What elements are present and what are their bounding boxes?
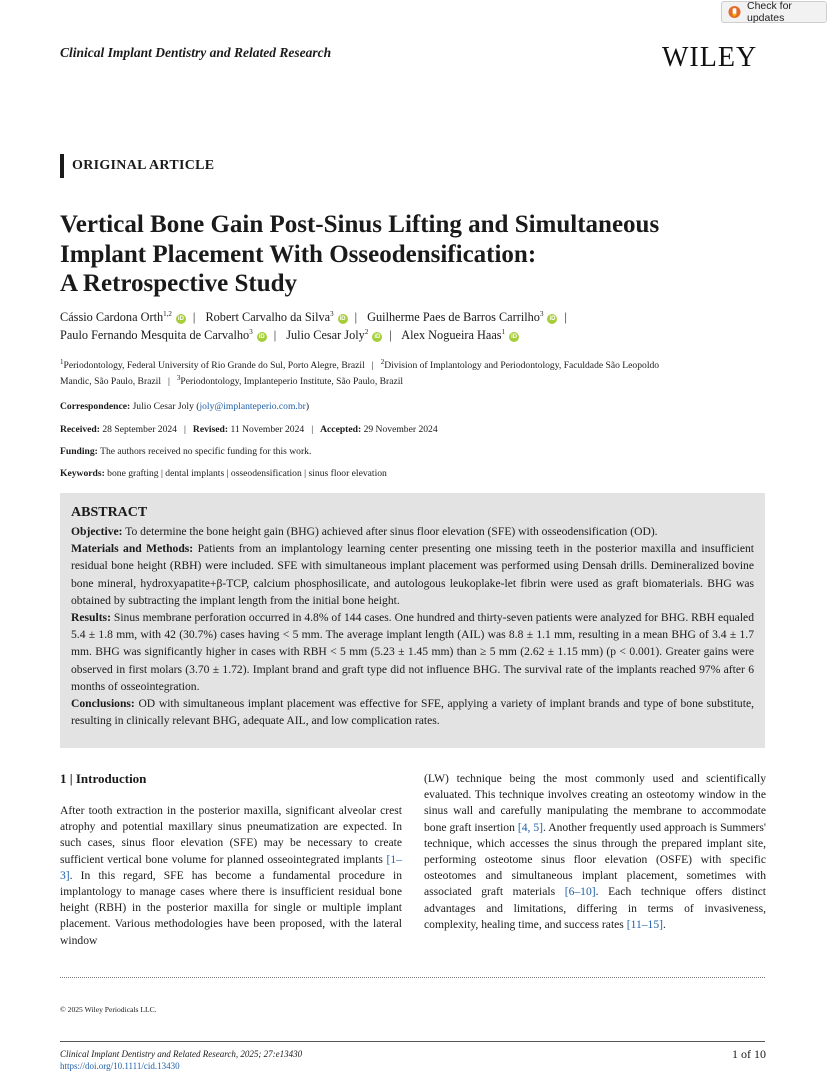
correspondence-name: Julio Cesar Joly (	[132, 401, 200, 412]
body-column-right	[424, 771, 766, 933]
publisher-logo: WILEY	[662, 42, 758, 73]
conclusions-text: OD with simultaneous implant placement was effective for SFE, applying a variety of implant brands and type of bone substitute, resulting in clinically relevant BHG, adequate AIL, and low complication rates.	[71, 697, 754, 728]
abstract-box	[60, 493, 765, 748]
article-type-label: ORIGINAL ARTICLE	[72, 158, 215, 173]
received-label: Received:	[60, 424, 100, 435]
author-affiliation: 3	[330, 309, 334, 318]
author-name: Robert Carvalho da Silva	[205, 310, 331, 324]
conclusions-label: Conclusions:	[71, 697, 135, 711]
orcid-icon[interactable]: iD	[374, 333, 381, 340]
affiliation-3: Periodontology, Implanteperio Institute, São Paulo, Brazil	[180, 375, 404, 387]
orcid-icon[interactable]: iD	[258, 333, 265, 340]
copyright: © 2025 Wiley Periodicals LLC.	[60, 1005, 157, 1014]
orcid-icon[interactable]: iD	[339, 316, 346, 322]
journal-name: Clinical Implant Dentistry and Related Research	[60, 45, 332, 60]
affiliation-number: 3	[176, 373, 181, 382]
author-1[interactable]	[60, 310, 186, 324]
title-line-2: Implant Placement With Osseodensification:	[60, 240, 537, 268]
author-5[interactable]	[286, 328, 382, 342]
author-affiliation: 3	[249, 327, 253, 336]
author-name: Paulo Fernando Mesquita de Carvalho	[60, 327, 250, 342]
title-line-1: Vertical Bone Gain Post-Sinus Lifting and Simultaneous	[60, 211, 660, 238]
title-line-3: A Retrospective Study	[60, 270, 298, 297]
article-type	[60, 154, 214, 178]
author-4[interactable]	[60, 328, 267, 342]
correspondence-close: )	[305, 401, 310, 412]
author-affiliation: 1,2	[163, 309, 172, 318]
crossmark-icon	[728, 5, 741, 19]
revised-date: 11 November 2024	[230, 424, 305, 435]
body-text: . Each technique offers distinct advantages and limitations, differing in terms of invasiveness, complexity, healing time, and success rates	[424, 885, 766, 931]
keywords-label: Keywords:	[60, 468, 105, 479]
affiliations	[60, 358, 775, 389]
accepted-date: 29 November 2024	[363, 424, 438, 435]
author-6[interactable]	[401, 328, 519, 342]
author-affiliation: 3	[539, 309, 544, 318]
separator: |	[183, 424, 186, 435]
abstract-objective	[71, 523, 754, 540]
results-label: Results:	[71, 611, 111, 625]
affiliation-2: Division of Implantology and Periodontology, Faculdade São Leopoldo	[384, 360, 660, 371]
author-affiliation: 2	[364, 327, 369, 336]
separator: |	[354, 310, 358, 324]
footer-divider	[60, 1041, 765, 1042]
abstract-conclusions	[71, 695, 754, 729]
orcid-icon[interactable]: iD	[549, 316, 556, 322]
body-text: (LW) technique being the most commonly used and scientifically evaluated. This technique involves creating an osteotomy window in the sinus wall and carefully manipulating the membrane to accommodate bone graft insertion	[424, 772, 766, 834]
objective-label: Objective:	[71, 525, 123, 538]
author-list	[60, 309, 780, 344]
received-date: 28 September 2024	[102, 424, 177, 435]
separator: |	[311, 424, 314, 435]
separator: |	[389, 327, 392, 342]
author-affiliation: 1	[501, 327, 506, 336]
affiliation-2-cont: Mandic, São Paulo, Brazil	[60, 375, 161, 387]
footnote-divider	[60, 977, 765, 978]
separator: |	[167, 375, 170, 387]
reference-link[interactable]: [6–10]	[564, 885, 596, 899]
author-name: Julio Cesar Joly	[286, 327, 365, 342]
revised-label: Revised:	[192, 424, 229, 435]
funding-label: Funding:	[60, 446, 98, 457]
check-for-updates-label: Check for updates	[746, 0, 792, 24]
methods-text: Patients from an implantology learning center presenting one missing teeth in the posterior maxilla and insufficient residual bone height (RBH) were included. SFE with simultaneous implant placement was performed using Densah drills. Demineralized bovine bone mineral, hydroxyapatite+β-TCP, calcium phosphosilicate, and autologous leukoplake-let fibrin were used as graft biomaterials. BHG was obtained by subtracting the implant length from the initial bone height.	[71, 542, 754, 607]
accepted-label: Accepted:	[320, 424, 362, 435]
keywords	[60, 467, 387, 480]
author-3[interactable]	[367, 310, 557, 324]
correspondence-label: Correspondence:	[60, 401, 131, 412]
affiliation-number: 2	[380, 357, 385, 366]
body-text: . Another frequently used approach is Summers' technique, which accesses the sinus through the prepared implant site, performing osteotome sinus floor elevation (OSFE) with specific osteotomes and simultaneous implant placement, sometimes with associated graft materials	[424, 820, 766, 899]
objective-text: To determine the bone height gain (BHG) achieved after sinus floor elevation (SFE) with osseodensification (OD).	[125, 525, 658, 538]
footer-citation: Clinical Implant Dentistry and Related Research, 2025; 27:e13430	[60, 1049, 303, 1059]
section-heading: 1 | Introduction	[60, 771, 147, 786]
body-column-left	[60, 803, 402, 949]
keywords-text: bone grafting | dental implants | osseodensification | sinus floor elevation	[107, 468, 387, 479]
reference-link[interactable]: [4, 5]	[517, 820, 544, 834]
affiliation-number: 1	[60, 357, 64, 366]
separator: |	[192, 310, 196, 324]
article-type-bar	[60, 154, 64, 178]
separator: |	[273, 327, 277, 342]
reference-link[interactable]: [11–15]	[626, 917, 664, 931]
correspondence-email-link[interactable]: joly@implanteperio.com.br	[199, 401, 306, 412]
check-for-updates-button[interactable]	[721, 1, 827, 23]
body-text: After tooth extraction in the posterior maxilla, significant alveolar crest atrophy and potential maxillary sinus pneumatization are expected. In such cases, sinus floor elevation (SFE) may be necessary to create sufficient vertical bone volume for planned osseointegrated implants	[60, 804, 402, 866]
abstract-methods	[71, 540, 754, 609]
author-2[interactable]	[205, 310, 347, 324]
abstract-results	[71, 609, 754, 695]
reference-link[interactable]: [1–3]	[60, 852, 402, 882]
page-number: 1 of 10	[732, 1047, 766, 1061]
abstract-heading: ABSTRACT	[71, 505, 148, 520]
author-name: Alex Nogueira Haas	[401, 327, 502, 342]
results-text: Sinus membrane perforation occurred in 4.8% of 144 cases. One hundred and thirty-seven patients were analyzed for BHG. RBH equaled 5.4 ± 1.8 mm, with 42 (30.7%) cases having < 5 mm. The average implant length (AIL) was 8.8 ± 1.1 mm, resulting in a mean BHG of 3.4 ± 1.7 mm. BHG was significantly higher in cases with RBH < 5 mm (5.23 ± 1.45 mm) than ≥ 5 mm (2.62 ± 1.15 mm) (p < 0.001). Greater gains were observed in first molars (3.70 ± 1.72). Implant brand and graft type did not influence BHG. The survival rate of the implants reached 97% after 6 months of osseointegration.	[71, 611, 754, 693]
footer-doi-link[interactable]: https://doi.org/10.1111/cid.13430	[60, 1061, 180, 1071]
body-text: . In this regard, SFE has become a fundamental procedure in implantology to manage cases where there is insufficient residual bone height (RBH) in the posterior maxilla for single or multiple implant placement. Various methodologies have been proposed, with the lateral window	[60, 868, 402, 947]
methods-label: Materials and Methods:	[71, 542, 194, 556]
orcid-icon[interactable]: iD	[511, 333, 518, 340]
correspondence	[60, 400, 309, 413]
author-name: Guilherme Paes de Barros Carrilho	[367, 310, 540, 324]
author-name: Cássio Cardona Orth	[60, 310, 164, 324]
separator: |	[564, 310, 567, 324]
separator: |	[371, 360, 374, 371]
orcid-icon[interactable]: iD	[177, 316, 184, 322]
dates	[60, 423, 438, 436]
funding	[60, 445, 311, 458]
affiliation-1: Periodontology, Federal University of Rio Grande do Sul, Porto Alegre, Brazil	[63, 360, 365, 371]
article-title	[60, 210, 760, 299]
funding-text: The authors received no specific funding for this work.	[100, 446, 312, 457]
body-text: .	[663, 917, 666, 931]
